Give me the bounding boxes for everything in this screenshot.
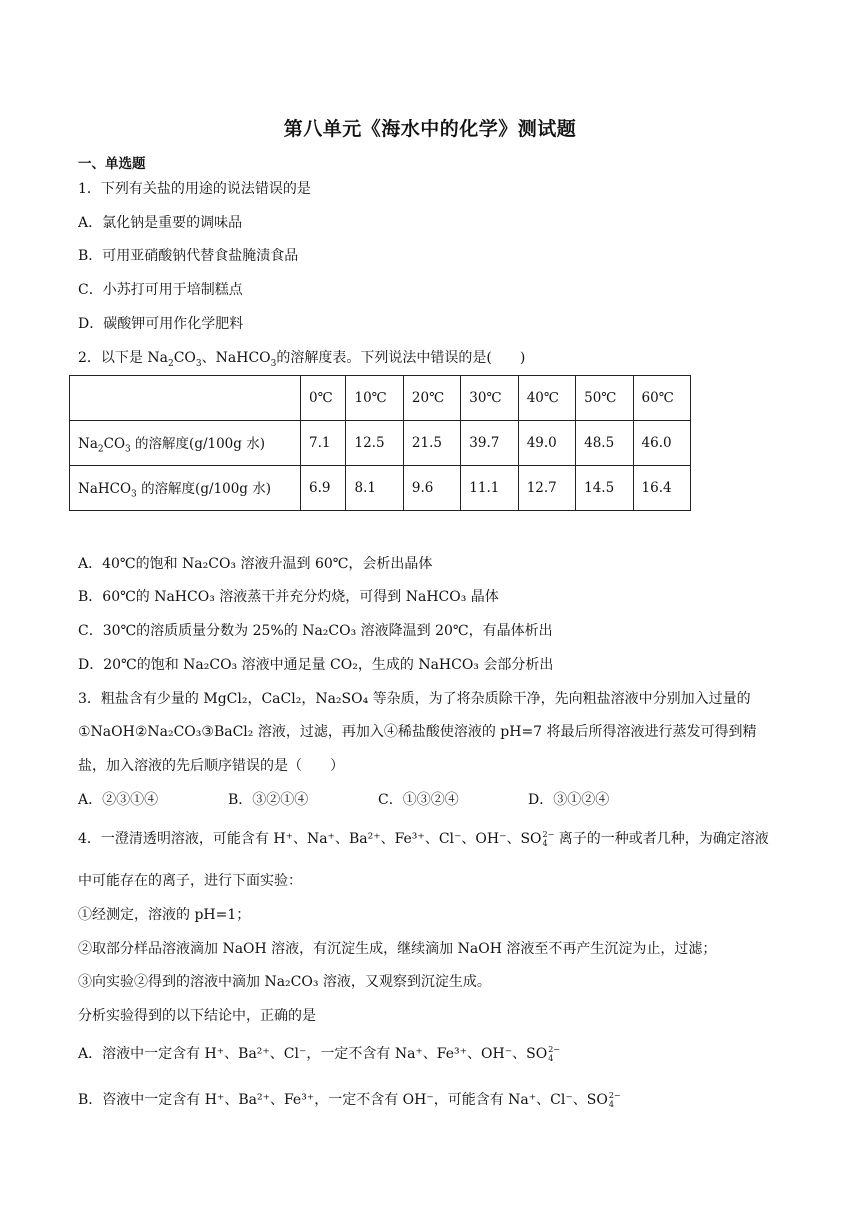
q3-option-a: A．②③①④ xyxy=(78,792,159,808)
table-cell: 46.0 xyxy=(633,421,690,466)
table-cell: 0℃ xyxy=(301,376,346,421)
q4-stem-line1: 4．一澄清透明溶液，可能含有 H⁺、Na⁺、Ba²⁺、Fe³⁺、Cl⁻、OH⁻、SO 2− 4 离子的一种或者几种，为确定溶液 xyxy=(78,830,769,848)
q4-step-2: ②取部分样品溶液滴加 NaOH 溶液，有沉淀生成，继续滴加 NaOH 溶液至不再产生沉淀为止，过滤； xyxy=(78,941,717,957)
table-cell: 20℃ xyxy=(403,376,460,421)
sulfate-ion: SO 2− 4 xyxy=(526,1045,560,1063)
table-row-label: $Na_2CO_3$ 的溶解度(g/100g 水) xyxy=(70,421,301,466)
q1-option-b: B．可用亚硝酸钠代替食盐腌渍食品 xyxy=(78,248,299,264)
q3-option-d: D．③①②④ xyxy=(528,792,610,808)
table-header-row xyxy=(70,376,691,421)
table-cell: 10℃ xyxy=(346,376,403,421)
table-cell: 11.1 xyxy=(461,466,518,511)
sulfate-ion: SO 2− 4 xyxy=(520,830,555,848)
q3-option-c: C．①③②④ xyxy=(378,792,459,808)
q1-option-d: D．碳酸钾可用作化学肥料 xyxy=(78,316,244,332)
table-cell: 49.0 xyxy=(518,421,575,466)
table-cell: 39.7 xyxy=(461,421,518,466)
q4-option-b: B．咨液中一定含有 H⁺、Ba²⁺、Fe³⁺，一定不含有 OH⁻，可能含有 Na⁺、Cl⁻、SO 2− 4 xyxy=(78,1091,621,1109)
q3-stem-line1: 3．粗盐含有少量的 MgCl₂，CaCl₂，Na₂SO₄ 等杂质，为了将杂质除干净，先向粗盐溶液中分别加入过量的 xyxy=(78,691,751,707)
q4-analysis: 分析实验得到的以下结论中，正确的是 xyxy=(78,1008,316,1024)
q2-option-d: D．20℃的饱和 Na₂CO₃ 溶液中通足量 CO₂，生成的 NaHCO₃ 会部分析出 xyxy=(78,657,554,673)
table-row xyxy=(70,421,691,466)
q3-stem-line2: ①NaOH②Na₂CO₃③BaCl₂ 溶液，过滤，再加入④稀盐酸使溶液的 pH=7 将最后所得溶液进行蒸发可得到精 xyxy=(78,724,757,740)
table-cell: 9.6 xyxy=(403,466,460,511)
table-cell: 8.1 xyxy=(346,466,403,511)
q4-step-3: ③向实验②得到的溶液中滴加 Na₂CO₃ 溶液，又观察到沉淀生成。 xyxy=(78,974,491,990)
table-cell xyxy=(70,376,301,421)
table-cell: 14.5 xyxy=(576,466,633,511)
q2-stem: 2．以下是 $Na_2CO_3$、NaHCO$_3$的溶解度表。下列说法中错误的是( ) xyxy=(78,350,526,369)
table-cell: 60℃ xyxy=(633,376,690,421)
q2-option-a: A．40℃的饱和 Na₂CO₃ 溶液升温到 60℃，会析出晶体 xyxy=(78,556,433,572)
q4-stem-line2: 中可能存在的离子，进行下面实验： xyxy=(78,873,302,889)
q1-option-a: A．氯化钠是重要的调味品 xyxy=(78,215,243,231)
q2-option-b: B．60℃的 NaHCO₃ 溶液蒸干并充分灼烧，可得到 NaHCO₃ 晶体 xyxy=(78,589,499,605)
sulfate-ion: SO 2− 4 xyxy=(586,1091,621,1109)
table-row xyxy=(70,466,691,511)
table-row-label: NaHCO$_3$ 的溶解度(g/100g 水) xyxy=(70,466,301,511)
solubility-table xyxy=(69,375,691,511)
q3-stem-line3: 盐，加入溶液的先后顺序错误的是（ ） xyxy=(78,758,344,774)
table-cell: 7.1 xyxy=(301,421,346,466)
table-cell: 21.5 xyxy=(403,421,460,466)
page-title: 第八单元《海水中的化学》测试题 xyxy=(283,118,577,140)
table-cell: 48.5 xyxy=(576,421,633,466)
section-heading: 一、单选题 xyxy=(78,156,146,172)
table-cell: 16.4 xyxy=(633,466,690,511)
q4-step-1: ①经测定，溶液的 pH=1； xyxy=(78,907,251,923)
table-cell: 30℃ xyxy=(461,376,518,421)
table-cell: 12.5 xyxy=(346,421,403,466)
table-cell: 6.9 xyxy=(301,466,346,511)
table-cell: 12.7 xyxy=(518,466,575,511)
q1-option-c: C．小苏打可用于培制糕点 xyxy=(78,282,243,298)
q1-stem: 1．下列有关盐的用途的说法错误的是 xyxy=(78,181,311,197)
table-cell: 50℃ xyxy=(576,376,633,421)
q3-option-b: B．③②①④ xyxy=(228,792,309,808)
table-cell: 40℃ xyxy=(518,376,575,421)
q4-option-a: A．溶液中一定含有 H⁺、Ba²⁺、Cl⁻，一定不含有 Na⁺、Fe³⁺、OH⁻、SO 2− 4 xyxy=(78,1045,560,1063)
q2-option-c: C．30℃的溶质质量分数为 25%的 Na₂CO₃ 溶液降温到 20℃，有晶体析出 xyxy=(78,623,553,639)
